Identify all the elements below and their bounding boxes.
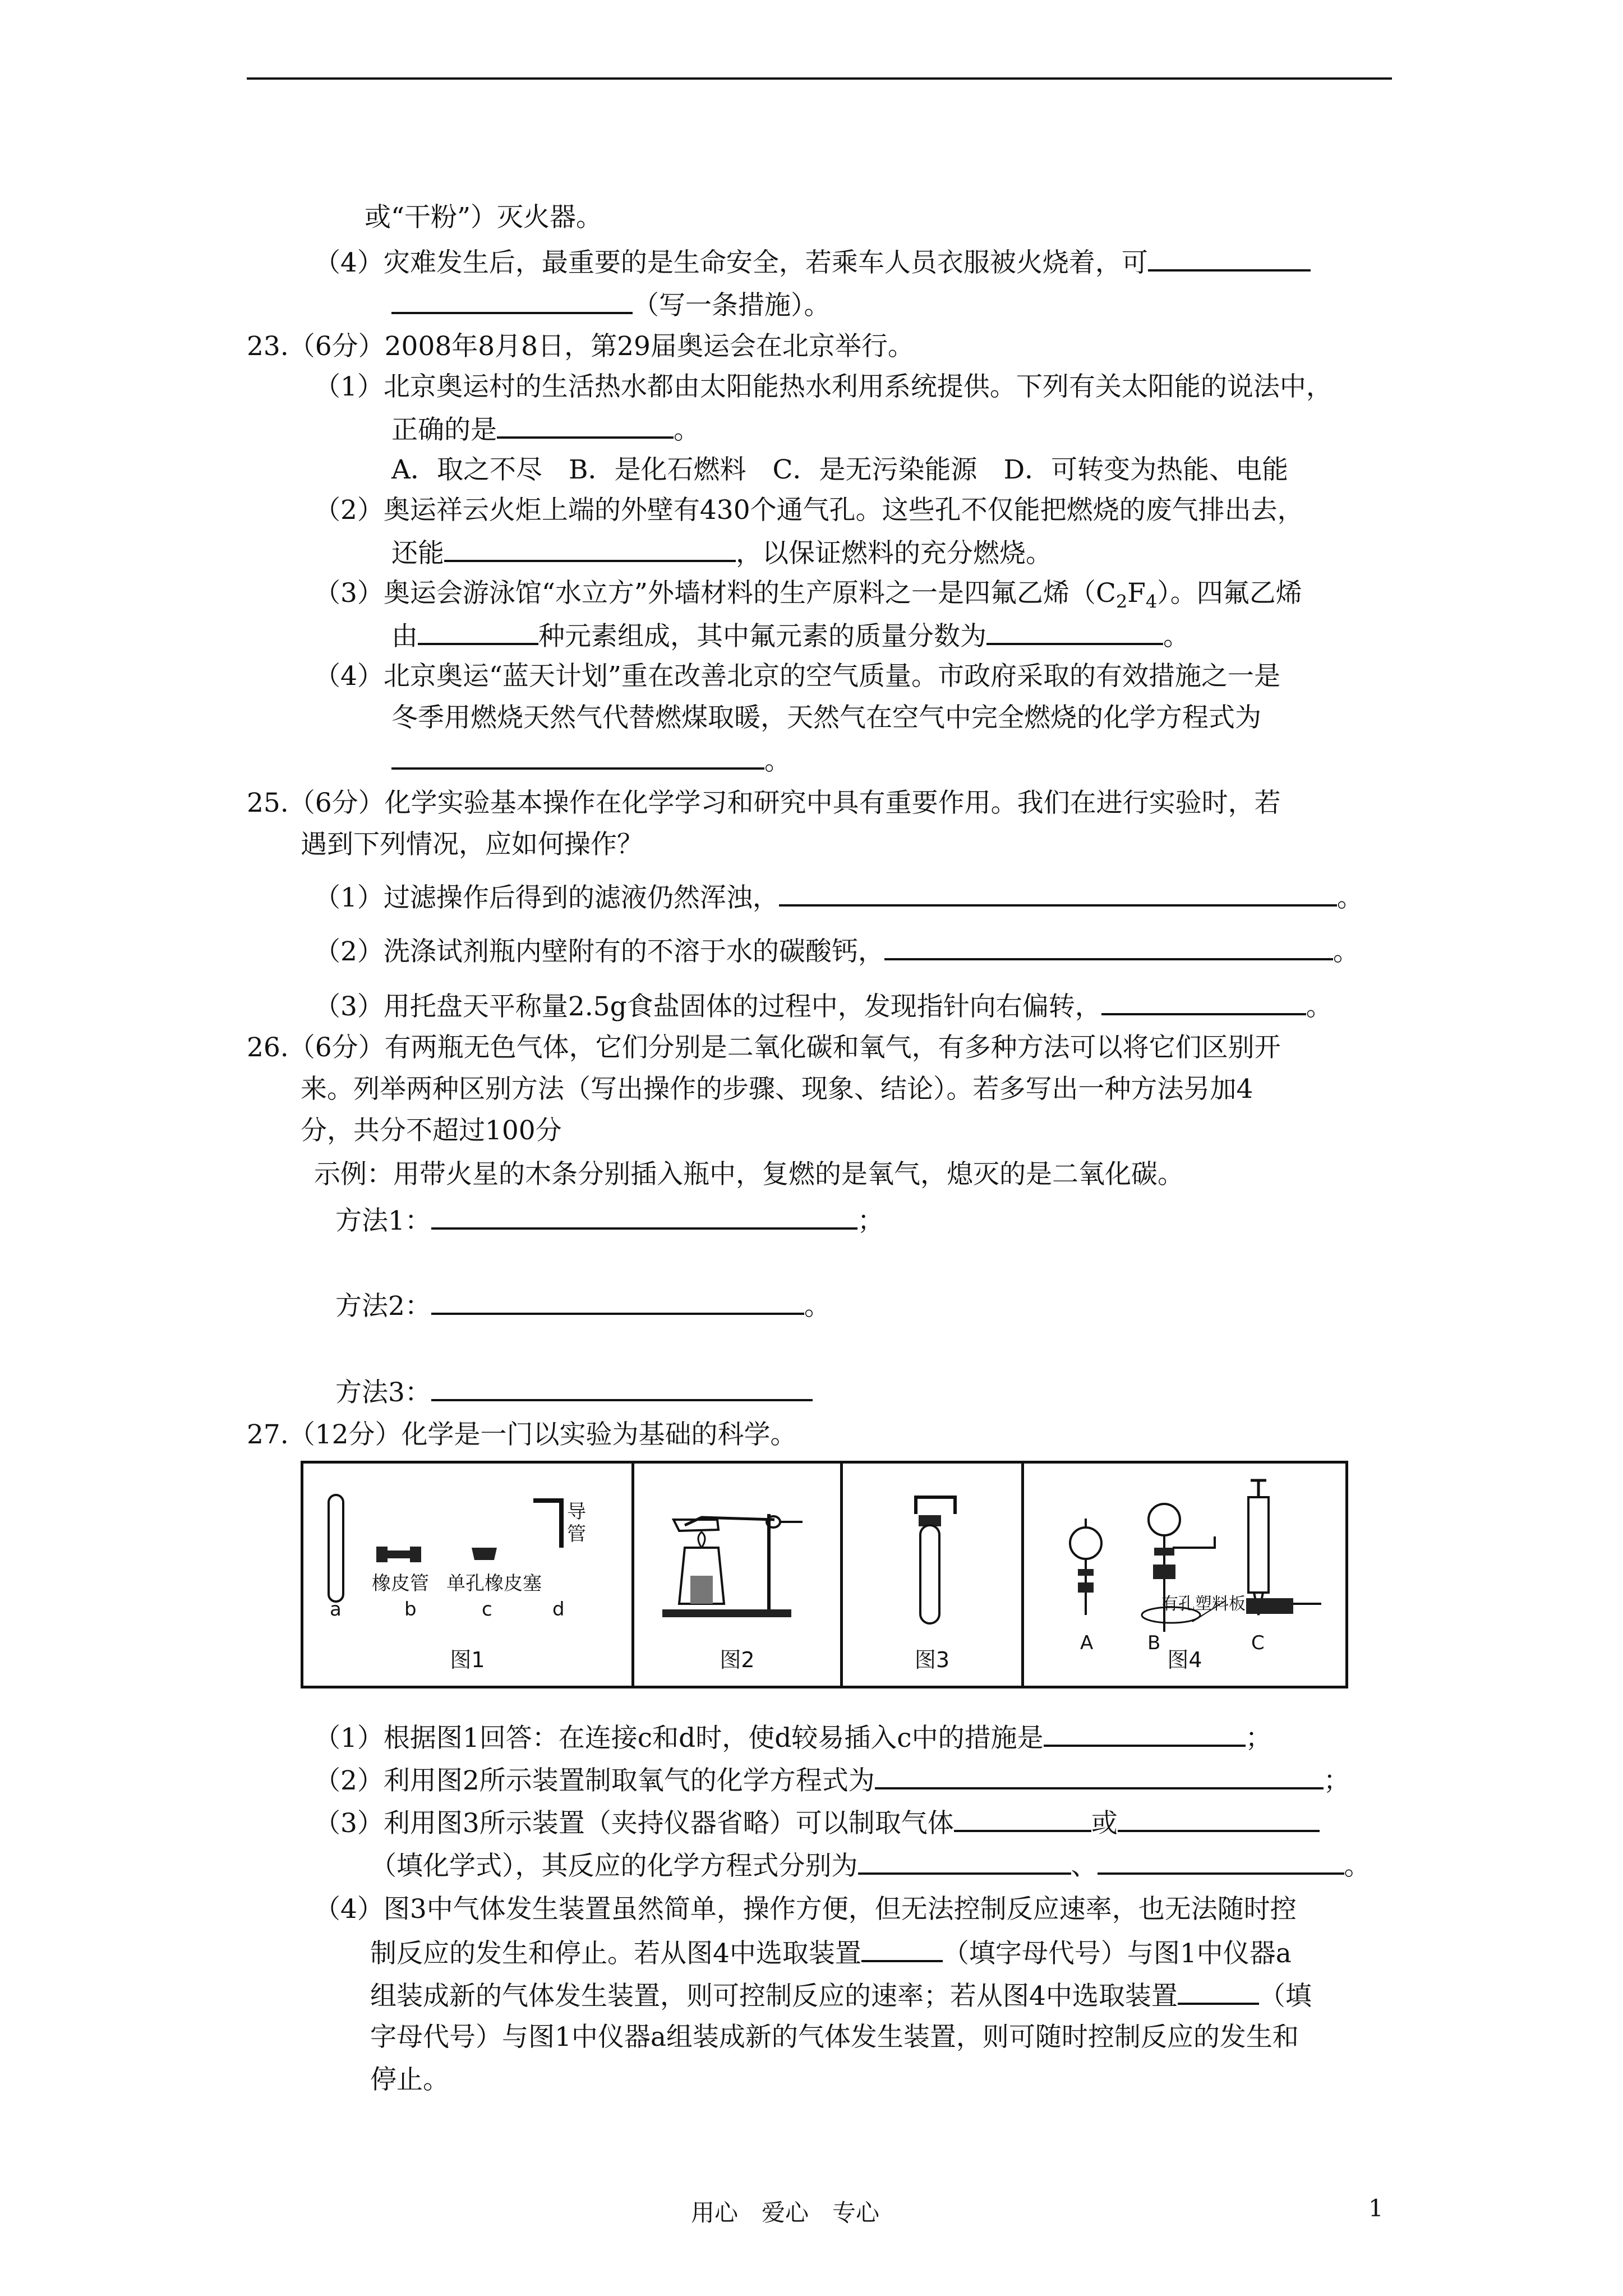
figure-4-caption: 图4 — [1167, 1648, 1202, 1672]
answer-blank[interactable] — [497, 412, 674, 439]
example-line: 示例：用带火星的木条分别插入瓶中，复燃的是氧气，熄灭的是二氧化碳。 — [314, 1159, 1184, 1190]
text-line: （1）过滤操作后得到的滤液仍然浑浊， 。 — [314, 880, 1363, 915]
text-line: （2）利用图2所示装置制取氧气的化学方程式为 ； — [314, 1763, 1350, 1798]
footer-slogan: 用心 爱心 专心 — [691, 2199, 880, 2226]
text-line: （3）利用图3所示装置（夹持仪器省略）可以制取气体 或 — [314, 1805, 1320, 1841]
question-25-header: 25.（6分）化学实验基本操作在化学学习和研究中具有重要作用。我们在进行实验时，若 — [247, 788, 1281, 818]
test-tube — [920, 1525, 939, 1623]
stand-base — [662, 1609, 791, 1617]
answer-blank[interactable] — [391, 743, 764, 770]
figure-panel — [301, 1461, 1348, 1688]
answer-blank[interactable] — [875, 1763, 1324, 1789]
delivery-tube — [916, 1497, 955, 1514]
method-1: 方法1： ； — [335, 1203, 884, 1238]
answer-blank[interactable] — [418, 618, 538, 645]
text-line: （2）洗涤试剂瓶内壁附有的不溶于水的碳酸钙， 。 — [314, 933, 1359, 969]
fig1-label: 单孔橡皮塞 — [446, 1572, 542, 1595]
page-number: 1 — [1368, 2194, 1384, 2222]
text-line: 停止。 — [370, 2064, 449, 2095]
fig1-label: a — [330, 1598, 342, 1621]
figure-1 — [303, 1464, 631, 1686]
text-line: 来。列举两种区别方法（写出操作的步骤、现象、结论）。若多写出一种方法另加4 — [301, 1074, 1253, 1105]
options-line: A．取之不尽 B．是化石燃料 C．是无污染能源 D．可转变为热能、电能 — [391, 454, 1289, 485]
answer-blank[interactable] — [444, 535, 736, 562]
funnel-b — [1149, 1504, 1180, 1535]
answer-blank[interactable] — [431, 1203, 857, 1230]
text-line: （2）奥运祥云火炬上端的外壁有430个通气孔。这些孔不仅能把燃烧的废气排出去， — [314, 495, 1304, 526]
header-rule — [247, 77, 1392, 80]
answer-blank[interactable] — [1101, 988, 1306, 1015]
text-line: 字母代号）与图1中仪器a组装成新的气体发生装置，则可随时控制反应的发生和 — [370, 2022, 1299, 2053]
answer-blank[interactable] — [884, 933, 1333, 960]
flame — [698, 1532, 705, 1548]
text-line: （1）根据图1回答：在连接c和d时，使d较易插入c中的措施是 ； — [314, 1720, 1272, 1755]
text-line: 冬季用燃烧天然气代替燃煤取暖，天然气在空气中完全燃烧的化学方程式为 — [391, 702, 1261, 733]
text-line: 由 种元素组成，其中氟元素的质量分数为 。 — [391, 618, 1189, 654]
funnel-a — [1070, 1527, 1101, 1559]
text-line: （3）用托盘天平称量2.5g食盐固体的过程中，发现指针向右偏转， 。 — [314, 988, 1332, 1024]
answer-blank[interactable] — [391, 287, 633, 314]
question-26-header: 26.（6分）有两瓶无色气体，它们分别是二氧化碳和氧气，有多种方法可以将它们区别开 — [247, 1032, 1281, 1063]
answer-blank[interactable] — [954, 1805, 1091, 1832]
figure-2-caption: 图2 — [720, 1648, 755, 1672]
syringe-c — [1248, 1497, 1269, 1593]
fig1-label: 橡皮管 — [372, 1572, 429, 1595]
answer-blank[interactable] — [986, 618, 1163, 645]
figure-4 — [1021, 1464, 1345, 1686]
figure-3-caption: 图3 — [914, 1648, 950, 1672]
stopper-c — [472, 1548, 497, 1560]
fig4-label: C — [1251, 1632, 1265, 1654]
method-3: 方法3： — [335, 1374, 813, 1410]
method-2: 方法2： 。 — [335, 1288, 831, 1323]
fig1-label: 导 — [567, 1501, 586, 1523]
text-line: 或“干粉”）灭火器。 — [365, 202, 603, 233]
answer-blank[interactable] — [779, 880, 1337, 907]
fig1-label: b — [404, 1598, 417, 1621]
text-line: 还能 ，以保证燃料的充分燃烧。 — [391, 535, 1052, 570]
text-line: （3）奥运会游泳馆“水立方”外墙材料的生产原料之一是四氟乙烯$(C_2F_4)$。四氟乙烯 — [314, 578, 1302, 613]
answer-blank[interactable] — [858, 1848, 1071, 1875]
text-line: 组装成新的气体发生装置，则可控制反应的速率；若从图4中选取装置 （填 — [370, 1978, 1312, 2013]
answer-blank[interactable] — [431, 1288, 804, 1315]
text-line: （写一条措施）。 — [391, 287, 831, 323]
text-line: （4）北京奥运“蓝天计划”重在改善北京的空气质量。市政府采取的有效措施之一是 — [314, 661, 1280, 692]
text-line: （1）北京奥运村的生活热水都由太阳能热水利用系统提供。下列有关太阳能的说法中， — [314, 371, 1332, 402]
answer-blank[interactable] — [861, 1935, 943, 1962]
text-line: 遇到下列情况，应如何操作？ — [301, 829, 643, 860]
question-23-header: 23.（6分）2008年8月8日，第29届奥运会在北京举行。 — [247, 331, 914, 362]
figure-3 — [840, 1464, 1021, 1686]
text-line: 。 — [391, 743, 791, 778]
fig1-label: 管 — [567, 1523, 586, 1545]
fig4-label: 有孔塑料板 — [1161, 1594, 1246, 1614]
rubber-tube-b — [376, 1547, 388, 1562]
text-line: （4）图3中气体发生装置虽然简单，操作方便，但无法控制反应速率，也无法随时控 — [314, 1894, 1297, 1925]
text-line: 制反应的发生和停止。若从图4中选取装置 （填字母代号）与图1中仪器a — [370, 1935, 1292, 1971]
figure-2 — [631, 1464, 840, 1686]
question-27-header: 27.（12分）化学是一门以实验为基础的科学。 — [247, 1419, 797, 1450]
fig4-label: B — [1147, 1632, 1161, 1654]
text-line: （填化学式），其反应的化学方程式分别为 、 。 — [370, 1848, 1371, 1883]
figure-1-caption: 图1 — [450, 1648, 485, 1672]
test-tube-a — [329, 1495, 343, 1602]
fig1-label: c — [482, 1598, 492, 1621]
text-line: 分，共分不超过100分 — [301, 1115, 562, 1146]
answer-blank[interactable] — [1178, 1978, 1259, 2005]
answer-blank[interactable] — [1118, 1805, 1320, 1832]
glass-tube-d — [533, 1501, 561, 1548]
fig1-label: d — [552, 1598, 565, 1621]
answer-blank[interactable] — [1044, 1720, 1246, 1747]
answer-blank[interactable] — [1098, 1848, 1344, 1875]
fig4-label: A — [1080, 1632, 1094, 1654]
text-line: （4）灾难发生后，最重要的是生命安全，若乘车人员衣服被火烧着，可 — [314, 245, 1311, 280]
text-line: 正确的是 。 — [391, 412, 700, 447]
answer-blank[interactable] — [1148, 245, 1311, 272]
answer-blank[interactable] — [431, 1374, 813, 1401]
